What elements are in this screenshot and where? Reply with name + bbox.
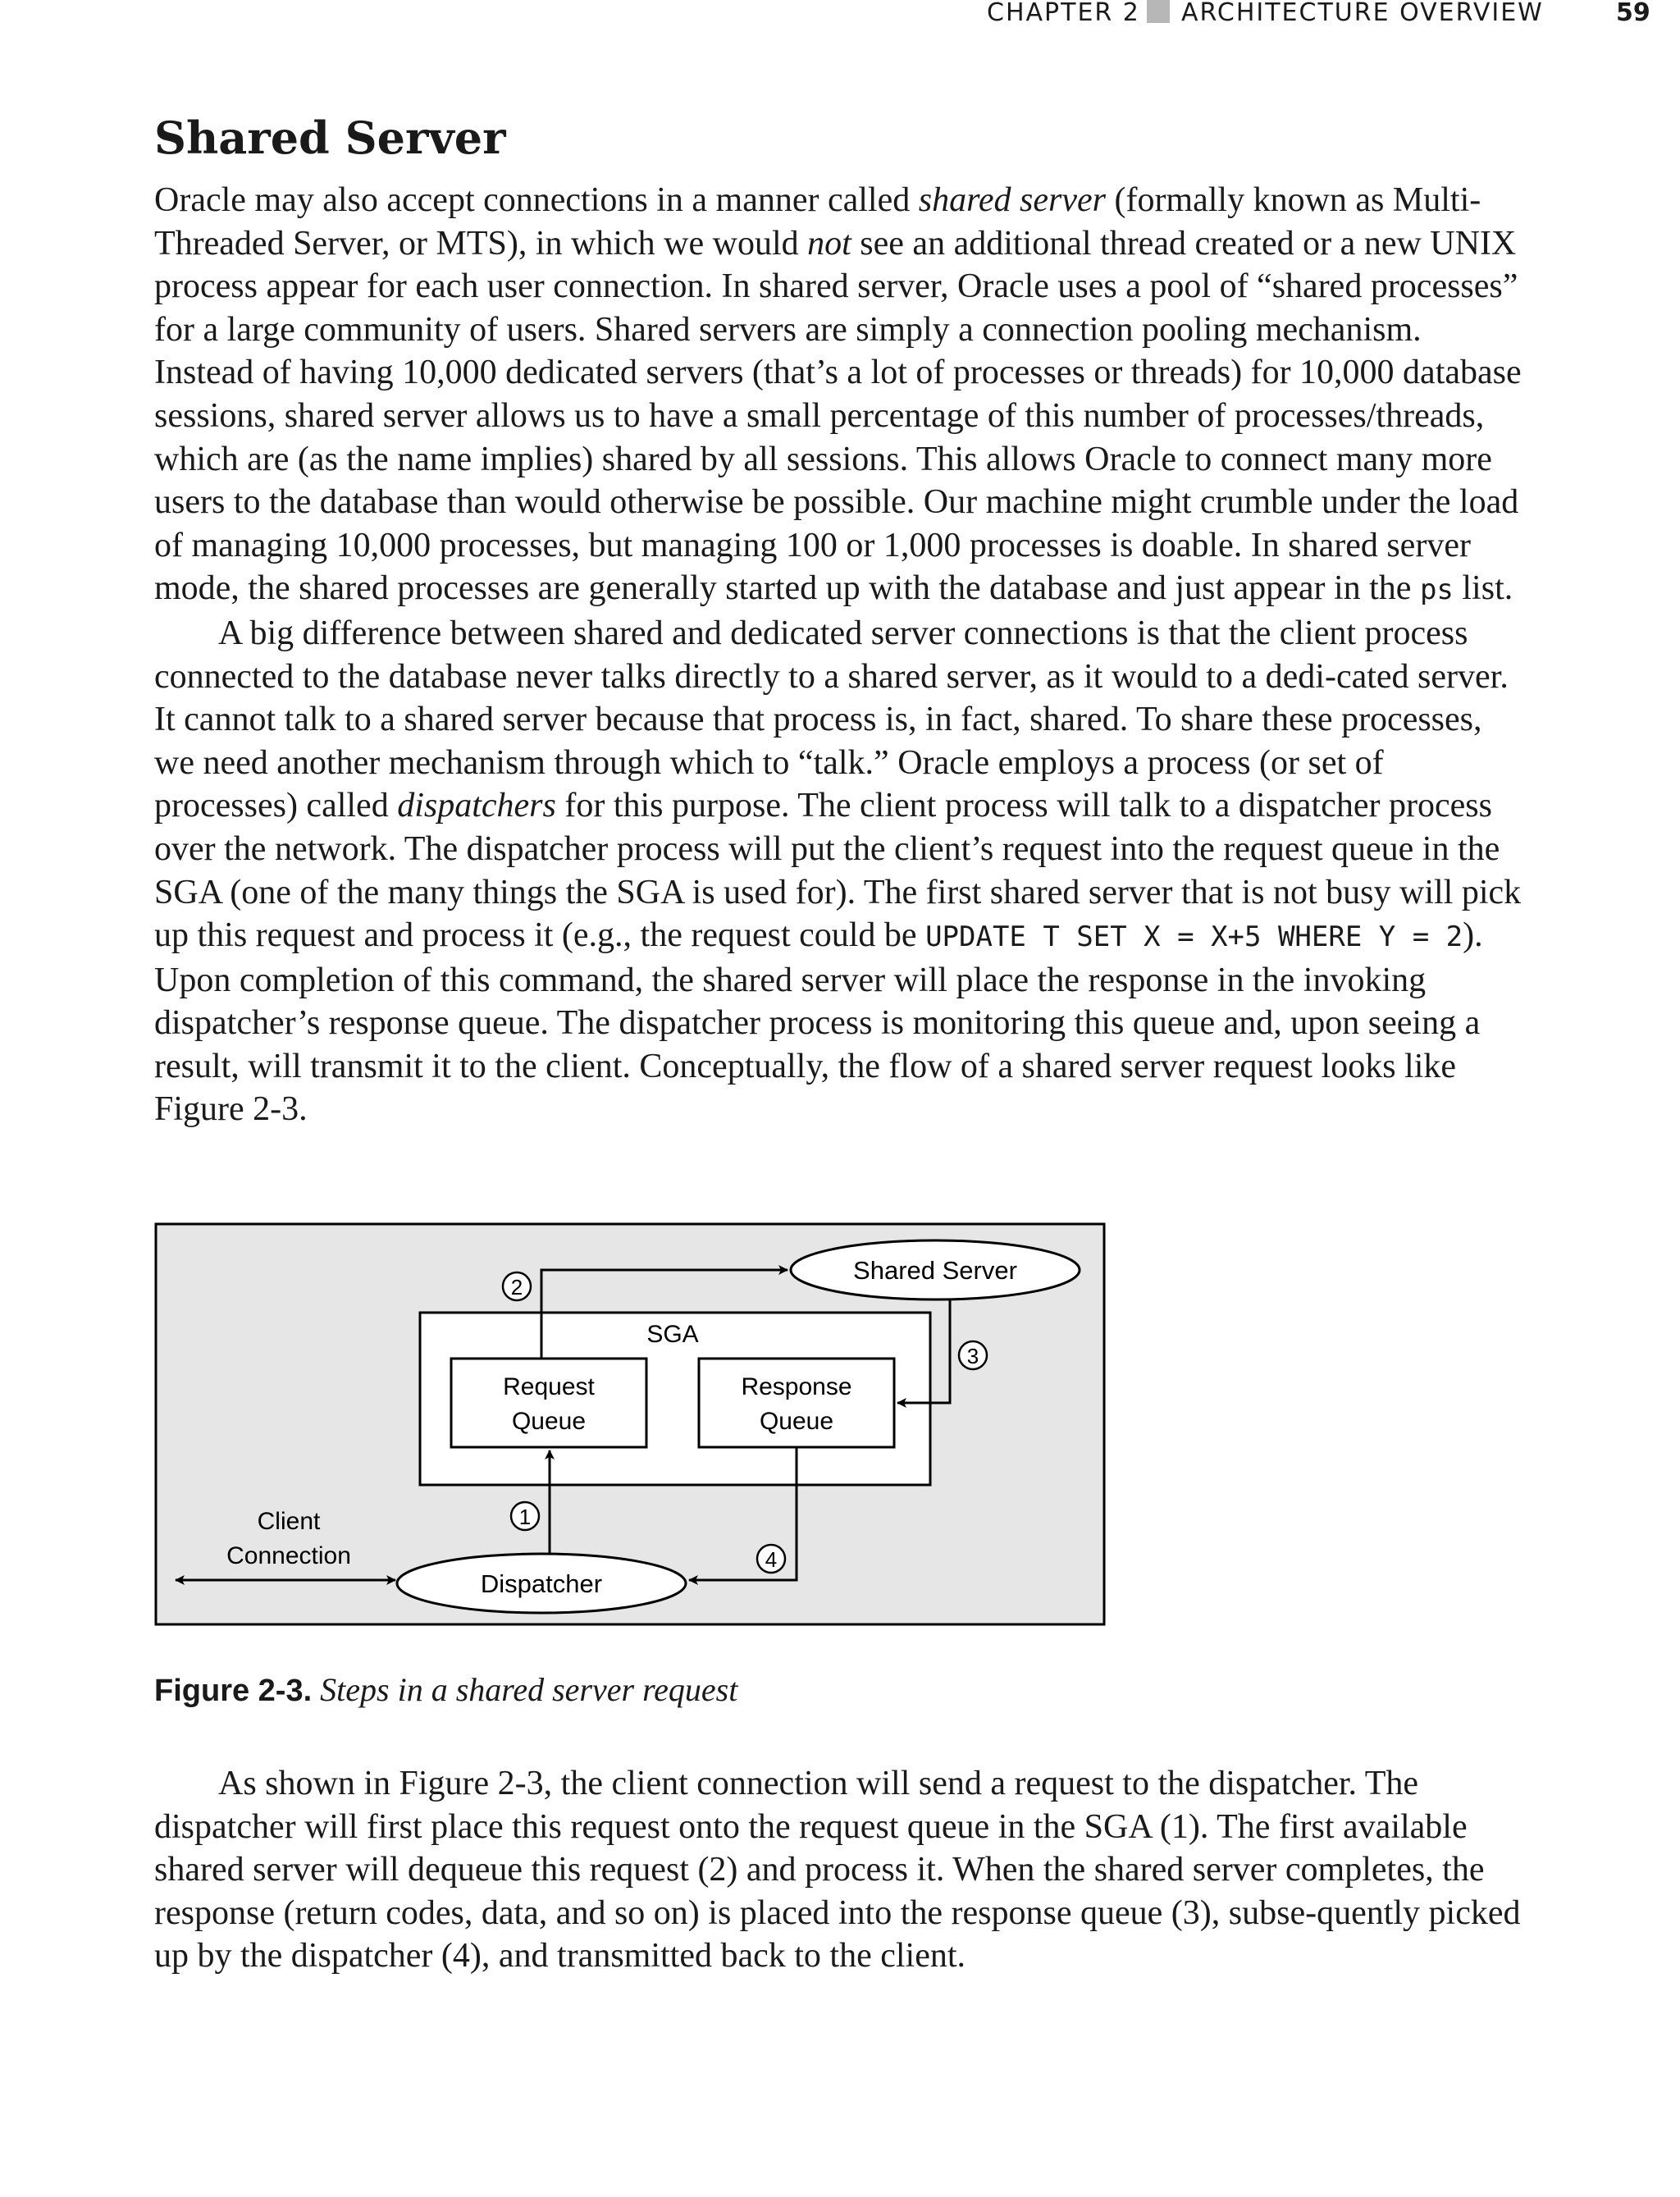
header-separator-square bbox=[1147, 0, 1170, 23]
request-queue-label-line1: Request bbox=[503, 1373, 595, 1400]
dispatcher-label: Dispatcher bbox=[480, 1569, 603, 1598]
para1-text-1: Oracle may also accept connections in a manner called bbox=[154, 181, 919, 219]
paragraph-3: As shown in Figure 2-3, the client connection will send a request to the dispatcher. The dispatcher will first place this request onto the request queue in the SGA (1). The first available shared server will dequeue this request (2) and process it. When the shared server completes, the response (return codes, data, and so on) is placed into the response queue (3), subse-quently picked up by the dispatcher (4), and transmitted back to the client. bbox=[154, 1765, 1521, 1975]
request-queue-label-line2: Queue bbox=[511, 1408, 587, 1435]
para2-text-1: A big difference between shared and dedicated server connections is that the client process connected to the database never talks directly to a shared server, as it would to a dedi-cated server. It cannot talk to a shared server because that process is, in fact, shared. To share these processes, we need another mechanism through which to “talk.” Oracle employs a process (or set of processes) called bbox=[154, 614, 1509, 825]
figure-caption-text: Steps in a shared server request bbox=[320, 1671, 738, 1708]
para2-code: UPDATE T SET X = X+5 WHERE Y = 2 bbox=[925, 920, 1463, 954]
figure-number: Figure 2-3. bbox=[154, 1674, 313, 1708]
step4-number: 4 bbox=[765, 1547, 778, 1572]
para1-code: ps bbox=[1419, 573, 1454, 607]
para1-emphasis-1: shared server bbox=[918, 181, 1106, 219]
para1-text-4: list. bbox=[1453, 569, 1513, 608]
sga-label: SGA bbox=[646, 1321, 699, 1348]
step3-number: 3 bbox=[966, 1344, 979, 1368]
client-connection-label-line2: Connection bbox=[226, 1542, 351, 1569]
response-queue-label-line2: Queue bbox=[759, 1408, 834, 1435]
response-queue-label-line1: Response bbox=[741, 1373, 852, 1400]
step2-number: 2 bbox=[510, 1275, 523, 1299]
figure-caption bbox=[154, 1670, 737, 1709]
para1-text-2: (formally known as Multi-Threaded Server, or MTS), in which we would bbox=[154, 181, 1481, 263]
para1-text-3: see an additional thread created or a new UNIX process appear for each user connection. In shared server, Oracle uses a pool of “shared processes” for a large community of users. Shared servers are simply a connection pooling mechanism. Instead of having 10,000 dedicated servers (that’s a lot of processes or threads) for 10,000 database sessions, shared server allows us to have a small percentage of this number of processes/threads, which are (as the name implies) shared by all sessions. This allows Oracle to connect many more users to the database than would otherwise be possible. Our machine might crumble under the load of managing 10,000 processes, but managing 100 or 1,000 processes is doable. In shared server mode, the shared processes are generally started up with the database and just appear in the bbox=[154, 224, 1522, 608]
step1-number: 1 bbox=[518, 1505, 532, 1529]
para1-emphasis-2: not bbox=[807, 224, 851, 263]
para2-emphasis-1: dispatchers bbox=[397, 787, 556, 825]
paragraph-2 bbox=[154, 612, 1526, 1131]
client-connection-label-line1: Client bbox=[257, 1508, 321, 1535]
body-text-bottom bbox=[154, 1762, 1526, 1978]
body-text-top bbox=[154, 179, 1526, 1131]
section-title: Shared Server bbox=[154, 112, 506, 164]
shared-server-diagram bbox=[154, 1222, 1106, 1626]
para2-text-2: for this purpose. The client process will talk to a dispatcher process over the network. The dispatcher process will put the client’s request into the request queue in the SGA (one of the many things the SGA is used for). The first shared server that is not busy will pick up this request and process it (e.g., the request could be bbox=[154, 787, 1522, 955]
shared-server-label: Shared Server bbox=[853, 1256, 1017, 1285]
section-label: ARCHITECTURE OVERVIEW bbox=[1181, 0, 1544, 27]
running-header bbox=[0, 0, 1680, 33]
chapter-label: CHAPTER 2 bbox=[987, 0, 1140, 27]
page-number: 59 bbox=[1616, 0, 1650, 27]
para2-text-3: ). Upon completion of this command, the shared server will place the response in the invoking dispatcher’s response queue. The dispatcher process is monitoring this queue and, upon seeing a result, will transmit it to the client. Conceptually, the flow of a shared server request looks like Figure 2-3. bbox=[154, 916, 1483, 1129]
paragraph-1 bbox=[154, 179, 1526, 612]
